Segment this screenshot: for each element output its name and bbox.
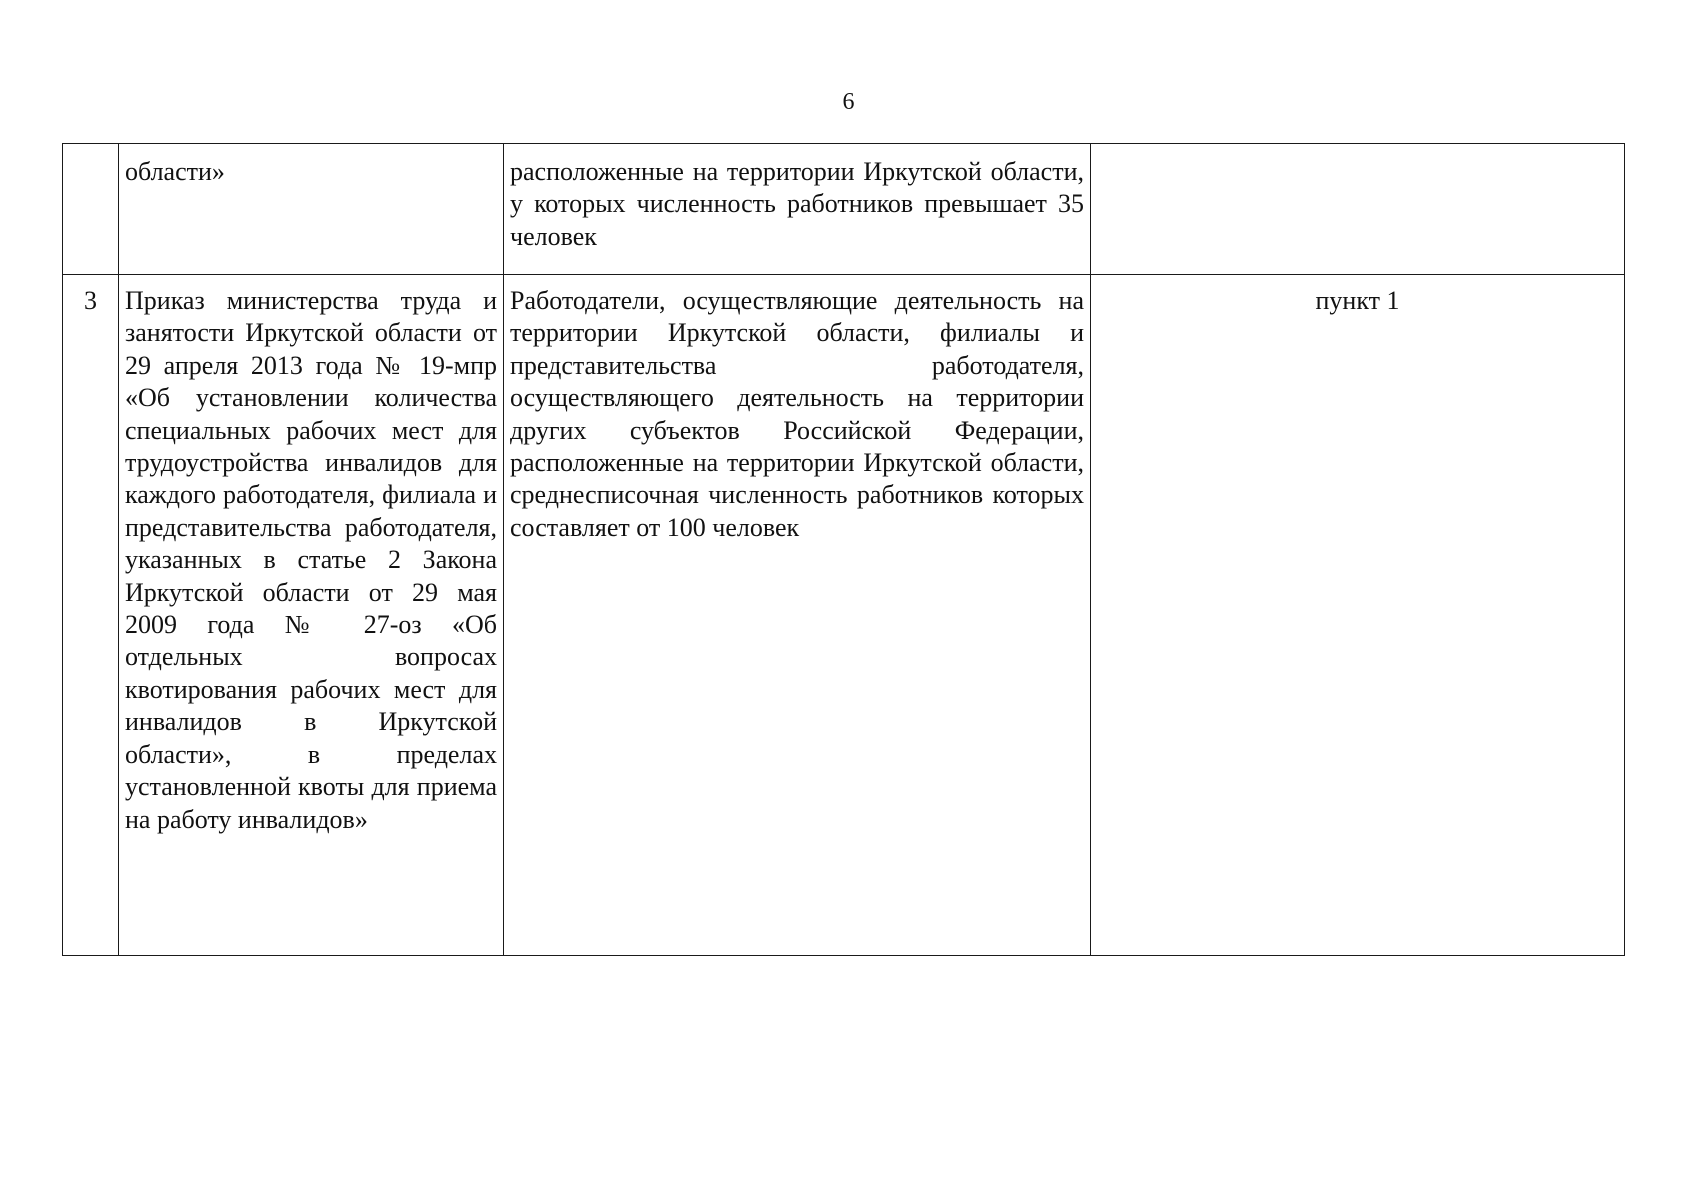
page-number: 6 — [842, 89, 855, 115]
provisions-cell — [1091, 144, 1625, 275]
requirements-table — [62, 143, 1625, 956]
row-number-cell: 3 — [63, 275, 119, 956]
legal-act-cell: Приказ министерства труда и занятости Иркутской области от 29 апреля 2013 года № 19-мпр «Об установлении количества специальных рабочих мест для трудоустройства инвалидов для каждого работодателя, филиала и представительства работодателя, указанных в статье 2 Закона Иркутской области от 29 мая 2009 года № 27-оз «Об отдельных вопросах квотирования рабочих мест для инвалидов в Иркутской области», в пределах установленной квоты для приема на работу инвалидов» — [119, 275, 504, 956]
legal-act-cell: области» — [119, 144, 504, 275]
subjects-cell: расположенные на территории Иркутской области, у которых численность работников превышает 35 человек — [504, 144, 1091, 275]
row-number-cell — [63, 144, 119, 275]
subjects-cell: Работодатели, осуществляющие деятельность на территории Иркутской области, филиалы и представительства работодателя, осуществляющего деятельность на территории других субъектов Российской Федерации, расположенные на территории Иркутской области, среднесписочная численность работников которых составляет от 100 человек — [504, 275, 1091, 956]
table-row — [63, 144, 1625, 275]
provisions-cell: пункт 1 — [1091, 275, 1625, 956]
table-row — [63, 275, 1625, 956]
